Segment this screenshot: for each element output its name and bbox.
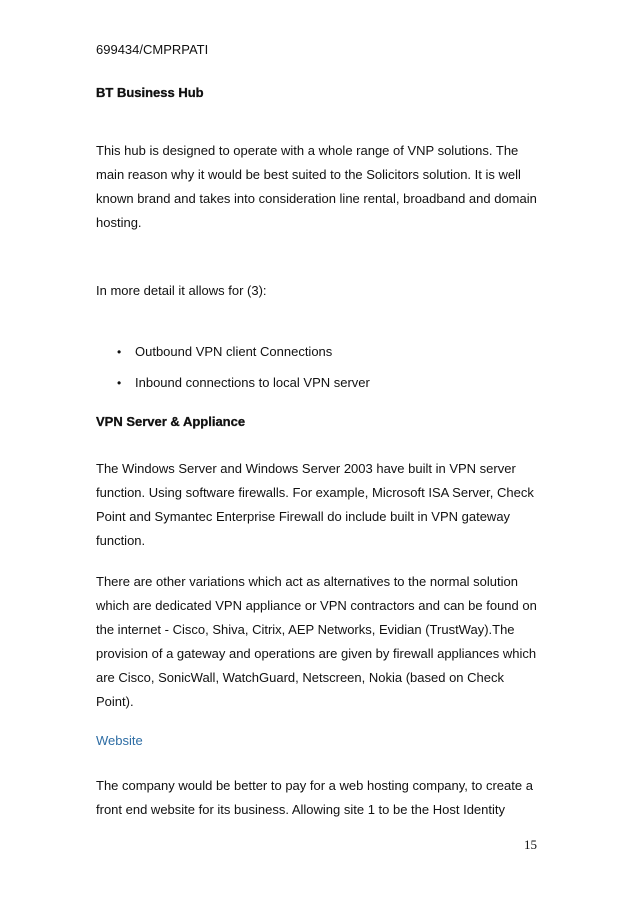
- bullet-icon: •: [117, 376, 122, 390]
- text-line: Point).: [96, 694, 134, 709]
- text-line: are Cisco, SonicWall, WatchGuard, Netscreen, Nokia (based on Check: [96, 670, 504, 685]
- text-line: known brand and takes into consideration line rental, broadband and domain: [96, 191, 537, 206]
- heading-vpn-server-appliance: VPN Server & Appliance: [96, 414, 246, 429]
- list-item-text: Inbound connections to local VPN server: [135, 375, 370, 390]
- text-line: front end website for its business. Allowing site 1 to be the Host Identity: [96, 802, 505, 817]
- text-line: main reason why it would be best suited to the Solicitors solution. It is well: [96, 167, 521, 182]
- text-line: The Windows Server and Windows Server 2003 have built in VPN server: [96, 461, 516, 476]
- page-number: 15: [524, 837, 537, 852]
- text-line: provision of a gateway and operations are given by firewall appliances which: [96, 646, 537, 661]
- heading-bt-business-hub: BT Business Hub: [96, 85, 204, 100]
- paragraph-detail-intro: In more detail it allows for (3):: [96, 283, 267, 298]
- text-line: hosting.: [96, 215, 142, 230]
- text-line: the internet - Cisco, Shiva, Citrix, AEP Networks, Evidian (TrustWay).The: [96, 622, 515, 637]
- document-id: 699434/CMPRPATI: [96, 42, 209, 57]
- text-line: function. Using software firewalls. For example, Microsoft ISA Server, Check: [96, 485, 534, 500]
- list-item-text: Outbound VPN client Connections: [135, 344, 333, 359]
- text-line: There are other variations which act as alternatives to the normal solution: [96, 574, 518, 589]
- heading-website: Website: [96, 733, 143, 748]
- text-line: which are dedicated VPN appliance or VPN contractors and can be found on: [96, 598, 537, 613]
- text-line: function.: [96, 533, 146, 548]
- text-line: The company would be better to pay for a web hosting company, to create a: [96, 778, 533, 793]
- text-line: Point and Symantec Enterprise Firewall do include built in VPN gateway: [96, 509, 511, 524]
- text-line: This hub is designed to operate with a whole range of VNP solutions. The: [96, 143, 519, 158]
- bullet-icon: •: [117, 345, 122, 359]
